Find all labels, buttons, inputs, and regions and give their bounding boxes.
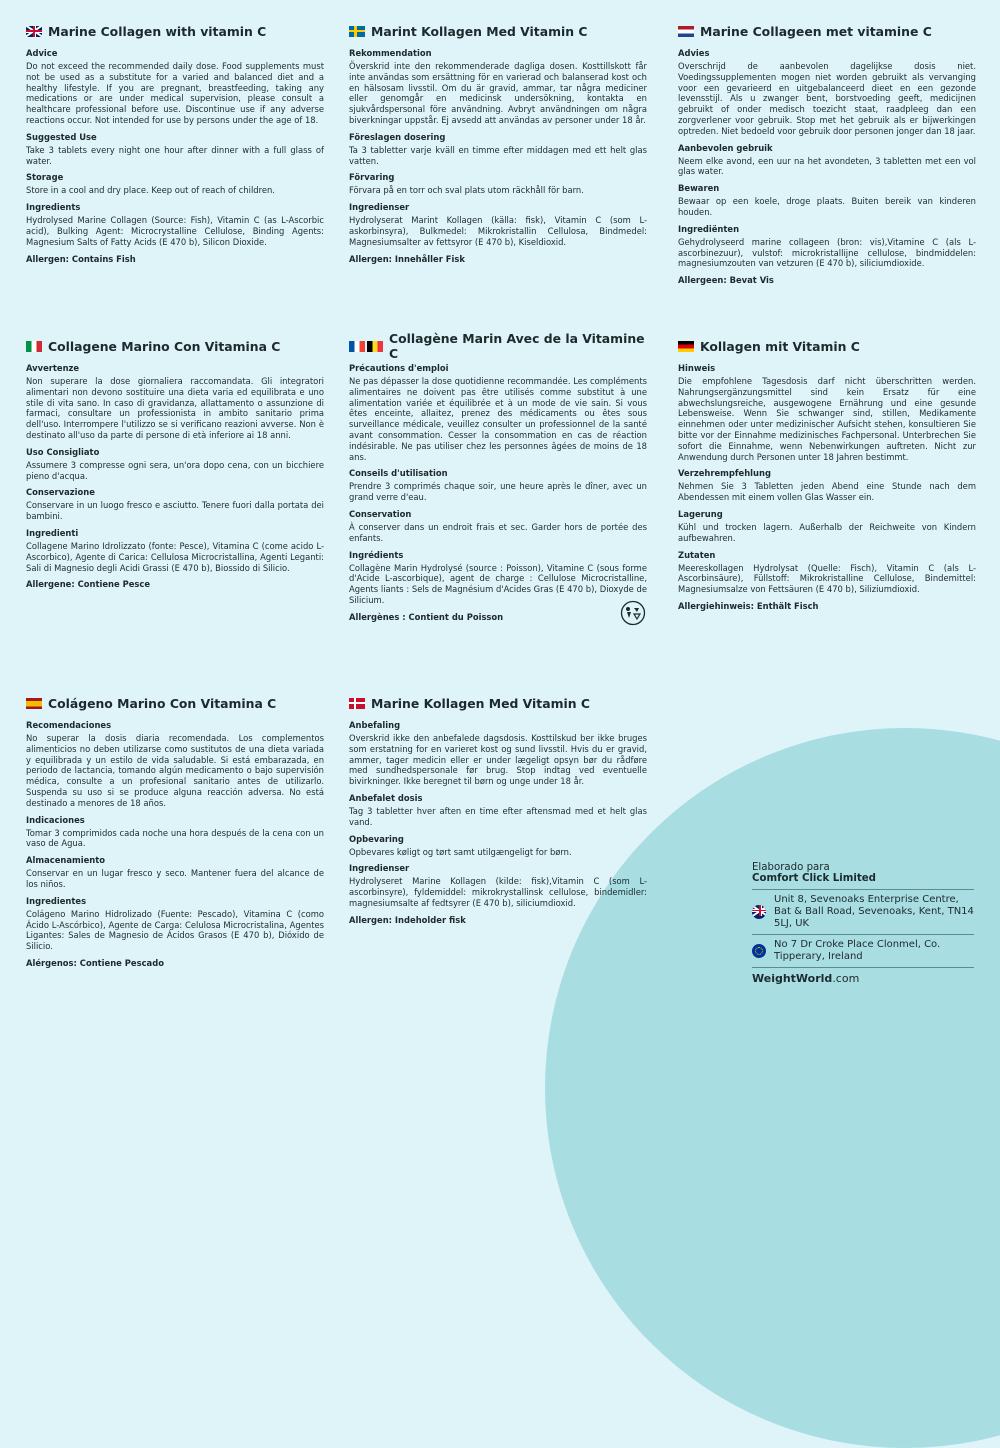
panel-title-text: Collagene Marino Con Vitamina C [48, 338, 281, 354]
section-text: Opbevares køligt og tørt samt utilgængeligt for børn. [349, 846, 572, 857]
section-heading: Lagerung [678, 508, 723, 519]
language-panel [26, 695, 324, 968]
section-heading: Ingredients [26, 202, 81, 213]
it-flag-icon [26, 341, 42, 352]
uk-address-row [752, 889, 974, 934]
section-heading: Advies [678, 48, 710, 58]
de-flag-icon [678, 341, 694, 352]
section-heading: Ingredienti [26, 527, 79, 538]
section-heading: Föreslagen dosering [349, 131, 446, 142]
section-text: Bewaar op een koele, droge plaats. Buiten bereik van kinderen houden. [678, 196, 976, 217]
flags-group [26, 698, 42, 709]
section-heading: Zutaten [678, 549, 716, 560]
section-text: Do not exceed the recommended daily dose. Food supplements must not be used as a substitute for a varied and balanced diet and a healthy lifestyle. If you are pregnant, breastfeeding, taking any medications or are under medical supervision, please consult a healthcare professional before use. Discontinue use if any adverse reactions occur. Not intended for use by persons under the age of 18. [26, 61, 324, 125]
section-heading: Ingredienser [349, 863, 410, 874]
flags-group [349, 26, 365, 37]
section-heading: Storage [26, 172, 64, 183]
allergen-statement: Alérgenos: Contiene Pescado [26, 957, 164, 968]
section-text: Conservare in un luogo fresco e asciutto. Tenere fuori dalla portata dei bambini. [26, 500, 324, 522]
section-text: Överskrid inte den rekommenderade dagliga dosen. Kosttillskott får inte användas som ersättning för en varierad och balanserad kost och en hälsosam livsstil. Om du är gravid, ammar, tar några mediciner eller genomgår en medicinsk undersökning, kontakta en sjukvårdspersonal före användning. Avbryt användningen om några biverkningar uppstår. Ej avsedd att användas av personer under 18 år. [349, 61, 647, 125]
section-text: Förvara på en torr och sval plats utom räckhåll för barn. [349, 185, 584, 196]
panel-title [349, 23, 647, 39]
brand-tld: .com [832, 972, 860, 985]
company-name: Comfort Click Limited [752, 873, 876, 884]
section-heading: Ingrediënten [678, 223, 740, 234]
language-panel [678, 338, 976, 611]
nl-flag-icon [678, 26, 694, 37]
section-text: Take 3 tablets every night one hour after dinner with a full glass of water. [26, 144, 324, 166]
language-panel [678, 23, 976, 285]
section-text: Collagène Marin Hydrolysé (source : Poisson), Vitamine C (sous forme d'Acide L-ascorbique), agent de charge : Cellulose Microcristalline, Agents liants : Sels de Magnésium d'Acides Gras (E 470 b), Dioxyde de Silicium. [349, 562, 647, 605]
section-heading: Bewaren [678, 183, 720, 194]
eu-flag-icon [752, 944, 766, 958]
panel-title [26, 338, 324, 354]
panel-title-text: Collagène Marin Avec de la Vitamine C [389, 331, 645, 361]
section-heading: Avvertenze [26, 363, 80, 373]
section-heading: Ingrédients [349, 549, 404, 560]
manufacturer-address-block [752, 862, 974, 985]
panel-title [678, 338, 976, 354]
section-text: Prendre 3 comprimés chaque soir, une heure après le dîner, avec un grand verre d'eau. [349, 481, 647, 503]
allergen-statement: Allergeen: Bevat Vis [678, 275, 774, 286]
panel-title-text: Marine Kollagen Med Vitamin C [371, 695, 590, 711]
language-panel [349, 23, 647, 264]
section-text: Meereskollagen Hydrolysat (Quelle: Fisch), Vitamin C (als L-Ascorbinsäure), Füllstoff: Mikrokristalline Cellulose, Bindemittel: Magnesiumsalze von Fettsäuren (E 470 b), Siliziumdioxid. [678, 562, 976, 595]
fr-flag-icon [349, 341, 365, 352]
section-heading: Conservazione [26, 487, 95, 498]
section-heading: Opbevaring [349, 833, 404, 844]
section-text: Nehmen Sie 3 Tabletten jeden Abend eine Stunde nach dem Abendessen mit einem vollen Glas Wasser ein. [678, 481, 976, 503]
uk-address: Unit 8, Sevenoaks Enterprise Centre, Bat & Ball Road, Sevenoaks, Kent, TN14 5LJ, UK [774, 894, 974, 929]
section-heading: Advice [26, 48, 58, 58]
brand-logo [752, 967, 974, 985]
section-text: À conserver dans un endroit frais et sec. Garder hors de portée des enfants. [349, 521, 647, 543]
section-text: Conservar en un lugar fresco y seco. Mantener fuera del alcance de los niños. [26, 868, 324, 889]
panel-title [349, 331, 647, 361]
section-text: Hydrolyseret Marine Kollagen (kilde: fisk),Vitamin C (som L-ascorbinsyre), fyldemiddel: mikrokrystallinsk cellulose, bindemidler: magnesiumsalte af fedtsyrer (E 470 b), siliciumdioxid. [349, 876, 647, 908]
section-text: Tomar 3 comprimidos cada noche una hora después de la cena con un vaso de Agua. [26, 827, 324, 849]
panel-title-text: Marint Kollagen Med Vitamin C [371, 23, 588, 39]
section-heading: Indicaciones [26, 814, 85, 825]
section-text: Ne pas dépasser la dose quotidienne recommandée. Les compléments alimentaires ne doivent pas être utilisés comme substitut à une alimentation variée et équilibrée et à un mode de vie sain. Si vous êtes enceinte, allaitez, prenez des médicaments ou êtes sous surveillance médicale, veuillez consulter un professionnel de la santé avant consommation. Cesser la consommation en cas de réaction indésirable. Ne pas utiliser chez les personnes âgées de moins de 18 ans. [349, 376, 647, 462]
section-text: Non superare la dose giornaliera raccomandata. Gli integratori alimentari non devono sostituire una dieta varia ed equilibrata e uno stile di vita sano. In caso di gravidanza, allattamento o assunzione di farmaci, consultare un professionista in ambito sanitario prima dell'uso. Interrompere l'utilizzo se si verificano reazioni avverse. Non è destinato all'uso da parte di persone di età inferiore ai 18 anni. [26, 376, 324, 440]
allergen-statement: Allergene: Contiene Pesce [26, 579, 151, 590]
section-heading: Anbefaling [349, 720, 401, 730]
section-text: Overschrijd de aanbevolen dagelijkse dosis niet. Voedingssupplementen mogen niet worden gebruikt als vervanging voor een gevarieerd en uitgebalanceerd dieet en een gezonde levensstijl. Als u zwanger bent, borstvoeding geeft, medicijnen gebruikt of onder medisch toezicht staat, raadpleeg dan een zorgverlener voor gebruik. Stop met het gebruik als er bijwerkingen optreden. Niet bedoeld voor gebruik door personen jonger dan 18 jaar. [678, 61, 976, 136]
panel-title-text: Colágeno Marino Con Vitamina C [48, 695, 277, 711]
allergen-statement: Allergiehinweis: Enthält Fisch [678, 600, 819, 611]
section-heading: Conservation [349, 508, 412, 519]
flags-group [26, 341, 42, 352]
section-text: No superar la dosis diaria recomendada. Los complementos alimenticios no deben utilizarse como sustitutos de una dieta variada y equilibrada y un estilo de vida saludable. Si está embarazada, en periodo de lactancia, tomando algún medicamento o bajo supervisión médica, consulte a un profesional sanitario antes de utilizarlo. Suspenda su uso si se produce alguna reacción adversa. No está destinado a menores de 18 años. [26, 733, 324, 808]
panel-title [26, 695, 324, 711]
section-heading: Ingredienser [349, 202, 410, 213]
uk-flag-icon [752, 905, 766, 919]
section-text: Gehydrolyseerd marine collageen (bron: vis),Vitamine C (als L-ascorbinezuur), vulstof: microkristallijne cellulose, bindmiddelen: magnesiumzouten van vetzuren (E 470 b), siliciumdioxide. [678, 236, 976, 269]
section-text: Die empfohlene Tagesdosis darf nicht überschritten werden. Nahrungsergänzungsmittel sind kein Ersatz für eine abwechslungsreiche, ausgewogene Ernährung und eine gesunde Lebensweise. Wenn Sie schwanger sind, stillen, Medikamente einnehmen oder unter medizinischer Aufsicht stehen, konsultieren Sie bitte vor der Einnahme medizinisches Fachpersonal. Unterbrechen Sie sofort die Einnahme, wenn Nebenwirkungen auftreten. Nicht zur Anwendung durch Personen unter 18 Jahren bestimmt. [678, 376, 976, 462]
panel-title [349, 695, 647, 711]
flags-group [349, 698, 365, 709]
section-heading: Ingredientes [26, 895, 87, 906]
section-text: Neem elke avond, een uur na het avondeten, 3 tabletten met een vol glas water. [678, 155, 976, 177]
uk-flag-icon [26, 26, 42, 37]
panel-title-text: Marine Collagen with vitamin C [48, 23, 267, 39]
language-panel [349, 331, 647, 622]
eu-address-row [752, 934, 974, 967]
section-heading: Uso Consigliato [26, 446, 100, 457]
brand-name: WeightWorld [752, 972, 833, 985]
es-flag-icon [26, 698, 42, 709]
section-heading: Recomendaciones [26, 720, 112, 730]
section-heading: Rekommendation [349, 48, 432, 58]
language-panel [349, 695, 647, 925]
allergen-statement: Allergen: Indeholder fisk [349, 914, 466, 925]
section-text: Tag 3 tabletter hver aften en time efter aftensmad med et helt glas vand. [349, 805, 647, 827]
panel-title-text: Kollagen mit Vitamin C [700, 338, 860, 354]
allergen-statement: Allergènes : Contient du Poisson [349, 611, 504, 622]
se-flag-icon [349, 26, 365, 37]
section-heading: Conseils d'utilisation [349, 468, 448, 479]
section-heading: Précautions d'emploi [349, 363, 449, 373]
flags-group [678, 341, 694, 352]
allergen-statement: Allergen: Contains Fish [26, 253, 136, 264]
dk-flag-icon [349, 698, 365, 709]
section-text: Ta 3 tabletter varje kväll en timme efter middagen med ett helt glas vatten. [349, 144, 647, 166]
flags-group [678, 26, 694, 37]
section-text: Assumere 3 compresse ogni sera, un'ora dopo cena, con un bicchiere pieno d'acqua. [26, 459, 324, 481]
prepared-for-label: Elaborado para [752, 862, 830, 873]
language-panel [26, 23, 324, 264]
eu-address: No 7 Dr Croke Place Clonmel, Co. Tipperary, Ireland [774, 939, 941, 962]
panel-title [678, 23, 976, 39]
panel-title-text: Marine Collageen met vitamine C [700, 23, 932, 39]
be-flag-icon [367, 341, 383, 352]
flags-group [349, 341, 383, 352]
section-heading: Verzehrempfehlung [678, 468, 771, 479]
section-text: Collagene Marino Idrolizzato (fonte: Pesce), Vitamina C (come acido L-Ascorbico), Agente di Carica: Cellulosa Microcristallina, Agenti Leganti: Sali di Magnesio degli Acidi Grassi (E 470 b), Biossido di Silicio. [26, 540, 324, 573]
allergen-statement: Allergen: Innehåller Fisk [349, 253, 465, 264]
section-heading: Förvaring [349, 172, 395, 183]
section-text: Overskrid ikke den anbefalede dagsdosis. Kosttilskud ber ikke bruges som erstatning for en varieret kost og sund livsstil. Hvis du er gravid, ammer, tager medicin eller er under lægeligt opsyn bør du rådføre med sundhedspersonale før brug. Stop indtag ved eventuelle bivirkninger. Ikke beregnet til børn og unge under 18 år. [349, 733, 647, 787]
section-heading: Almacenamiento [26, 855, 105, 866]
triman-recycle-icon [620, 600, 646, 626]
section-text: Colágeno Marino Hidrolizado (Fuente: Pescado), Vitamina C (como Ácido L-Ascórbico), Agente de Carga: Celulosa Microcristalina, Agentes Ligantes: Sales de Magnesio de Ácidos Grasos (E 470 b), Dióxido de Silicio. [26, 908, 324, 952]
section-text: Hydrolyserat Marint Kollagen (källa: fisk), Vitamin C (som L-askorbinsyra), Bulkmedel: Mikrokristallin Cellulosa, Bindmedel: Magnesiumsalter av fettsyror (E 470 b), Kiseldioxid. [349, 215, 647, 247]
language-panel [26, 338, 324, 589]
section-heading: Anbefalet dosis [349, 792, 423, 803]
section-heading: Hinweis [678, 363, 716, 373]
panel-title [26, 23, 324, 39]
section-text: Kühl und trocken lagern. Außerhalb der Reichweite von Kindern aufbewahren. [678, 521, 976, 543]
section-heading: Suggested Use [26, 131, 97, 142]
section-heading: Aanbevolen gebruik [678, 142, 773, 153]
section-text: Store in a cool and dry place. Keep out of reach of children. [26, 185, 275, 196]
section-text: Hydrolysed Marine Collagen (Source: Fish), Vitamin C (as L-Ascorbic acid), Bulking Agent: Microcrystalline Cellulose, Binding Agents: Magnesium Salts of Fatty Acids (E 470 b), Silicon Dioxide. [26, 215, 324, 247]
flags-group [26, 26, 42, 37]
